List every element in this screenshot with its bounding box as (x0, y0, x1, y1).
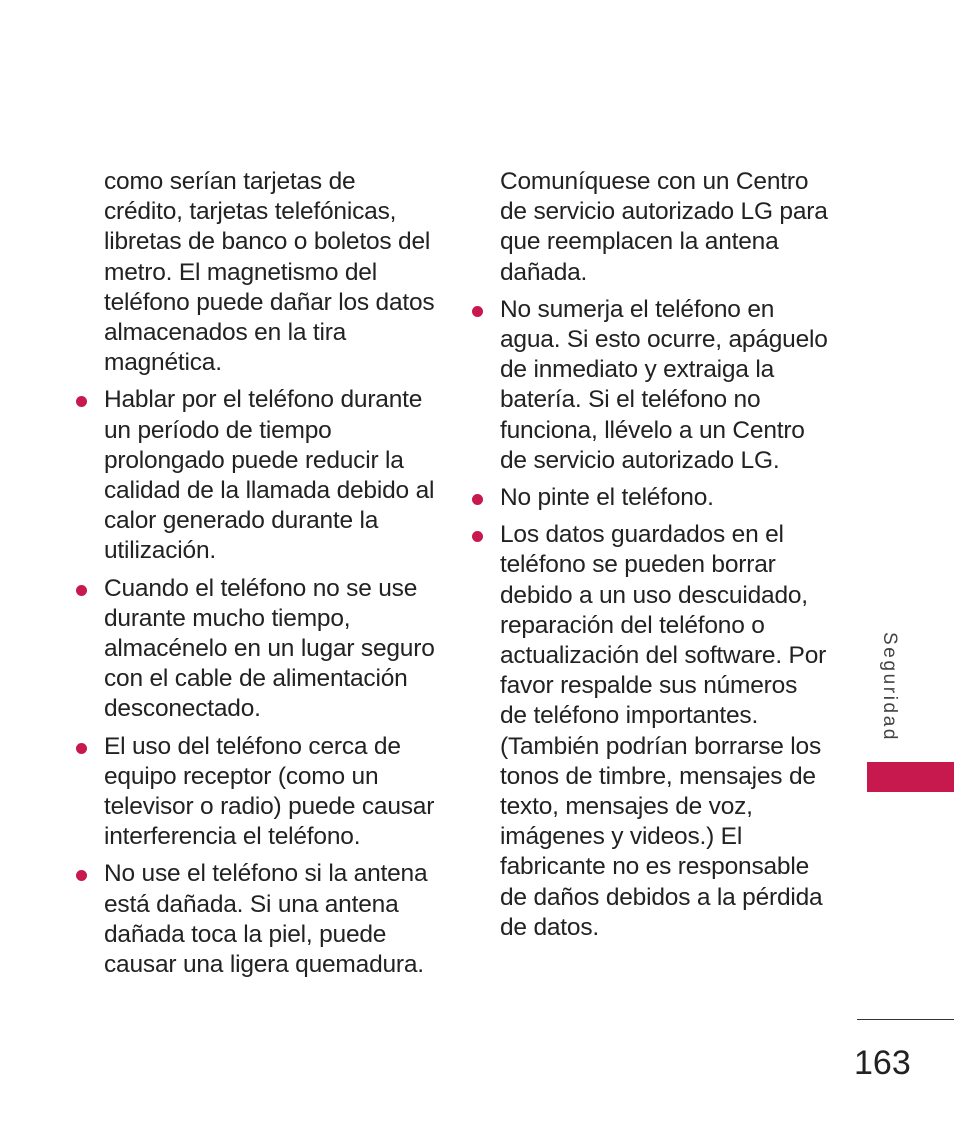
bullet-text: No use el teléfono si la antena está dañada. Si una antena dañada toca la piel, puede causar una ligera quemadura. (104, 860, 428, 979)
page-number: 163 (854, 1044, 911, 1082)
bullet-dot-icon (76, 743, 87, 754)
bullet-item (500, 295, 830, 476)
bullet-text: Cuando el teléfono no se use durante mucho tiempo, almacénelo en un lugar seguro con el cable de alimentación desconectado. (104, 574, 435, 723)
bullet-text: El uso del teléfono cerca de equipo receptor (como un televisor o radio) puede causar interferencia el teléfono. (104, 732, 435, 851)
right-intro-paragraph: Comuníquese con un Centro de servicio autorizado LG para que reemplacen la antena dañada. (500, 168, 828, 286)
bullet-dot-icon (472, 306, 483, 317)
bullet-dot-icon (472, 531, 483, 542)
bullet-dot-icon (76, 585, 87, 596)
section-color-tab (867, 762, 954, 792)
bullet-text: No pinte el teléfono. (500, 484, 714, 512)
bullet-text: Hablar por el teléfono durante un período de tiempo prolongado puede reducir la calidad de la llamada debido al calor generado durante la utilización. (104, 386, 435, 565)
bullet-dot-icon (76, 396, 87, 407)
left-intro-paragraph: como serían tarjetas de crédito, tarjetas telefónicas, libretas de banco o boletos del metro. El magnetismo del teléfono puede dañar los datos almacenados en la tira magnética. (104, 168, 435, 377)
bullet-dot-icon (472, 494, 483, 505)
section-side-label: Seguridad (879, 632, 900, 743)
bullet-dot-icon (76, 870, 87, 881)
bullet-item (104, 859, 439, 980)
bullet-text: Los datos guardados en el teléfono se pueden borrar debido a un uso descuidado, reparación del teléfono o actualización del software. Por favor respalde sus números de teléfono importantes. (También podrían borrarse los tonos de timbre, mensajes de texto, mensajes de voz, imágenes y videos.) El fabricante no es responsable de daños debidos a la pérdida de datos. (500, 521, 827, 941)
bullet-item (500, 483, 830, 513)
bullet-item (104, 732, 439, 853)
left-column (104, 167, 439, 987)
bullet-item (104, 574, 439, 725)
bullet-item (104, 385, 439, 566)
footer-divider (857, 1019, 954, 1020)
bullet-item (500, 520, 830, 943)
bullet-text: No sumerja el teléfono en agua. Si esto ocurre, apáguelo de inmediato y extraiga la batería. Si el teléfono no funciona, llévelo a un Centro de servicio autorizado LG. (500, 295, 828, 474)
right-column (500, 167, 830, 950)
